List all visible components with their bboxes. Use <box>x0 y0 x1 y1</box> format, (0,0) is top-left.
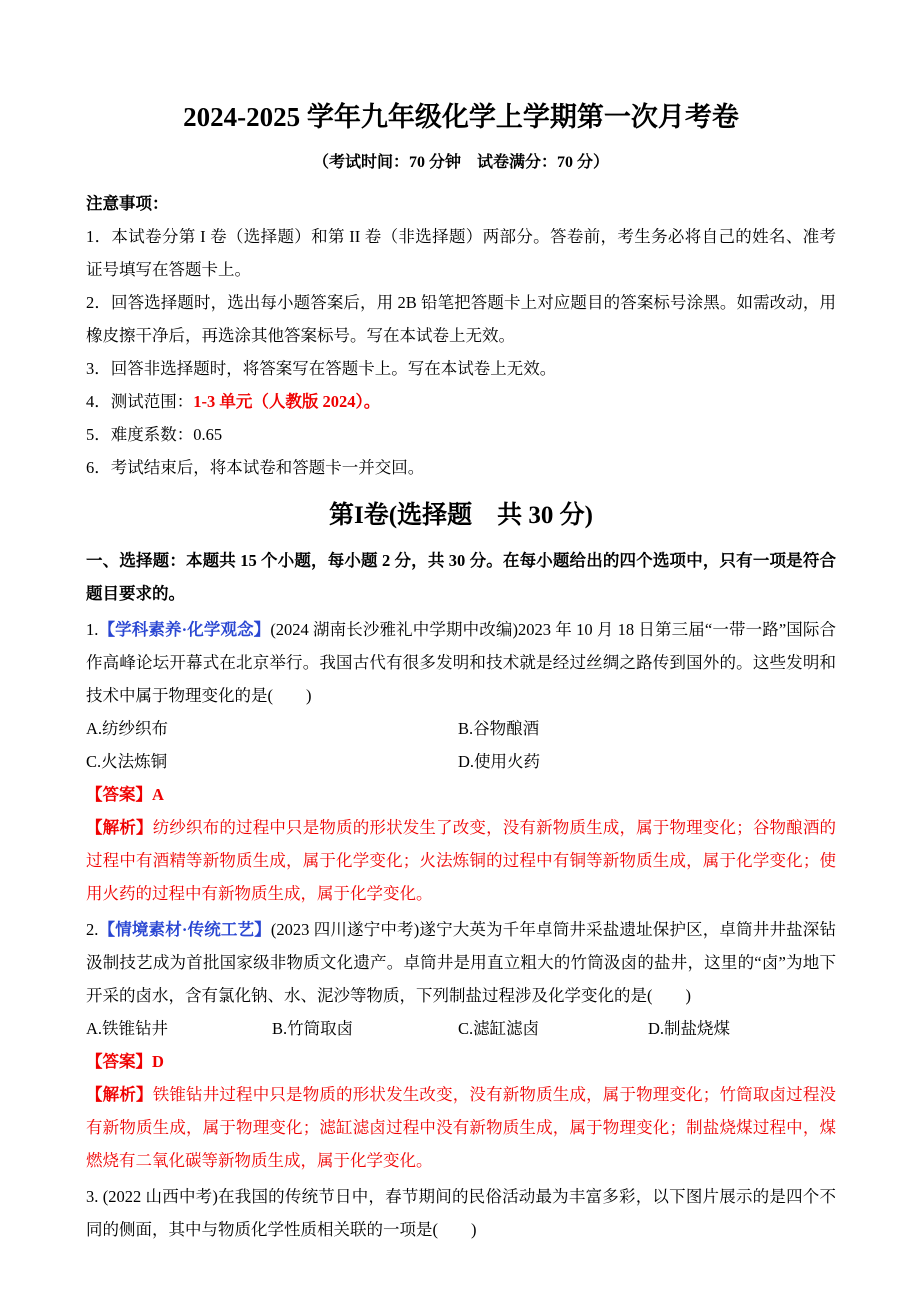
notice-item-5: 5．难度系数：0.65 <box>86 425 223 444</box>
question-2-option-a: A.铁锥钻井 <box>86 1019 169 1038</box>
question-2-tag: 【情境素材·传统工艺】 <box>98 920 271 939</box>
question-2-options-row <box>86 1012 836 1045</box>
question-2-stem <box>86 913 836 1012</box>
question-2 <box>86 913 836 1177</box>
notice-item-3: 3．回答非选择题时，将答案写在答题卡上。写在本试卷上无效。 <box>86 359 557 378</box>
question-2-analysis <box>86 1078 836 1177</box>
question-2-number: 2. <box>86 920 99 939</box>
question-3-stem-text: (2022 山西中考)在我国的传统节日中，春节期间的民俗活动最为丰富多彩，以下图片展示的是四个不同的侧面，其中与物质化学性质相关联的一项是( ) <box>86 1187 836 1239</box>
question-2-analysis-label: 【解析】 <box>86 1085 153 1104</box>
question-2-analysis-text: 铁锥钻井过程中只是物质的形状发生改变，没有新物质生成，属于物理变化；竹筒取卤过程没有新物质生成，属于物理变化；滤缸滤卤过程中没有新物质生成，属于物理变化；制盐烧煤过程中，煤燃烧有二氧化碳等新物质生成，属于化学变化。 <box>86 1085 837 1170</box>
question-1-answer-letter: A <box>152 785 164 804</box>
notice-item-4-period: 。 <box>363 392 381 411</box>
question-1-option-d: D.使用火药 <box>458 752 541 771</box>
notice-item-2: 2．回答选择题时，选出每小题答案后，用 2B 铅笔把答题卡上对应题目的答案标号涂黑。如需改动，用橡皮擦干净后，再选涂其他答案标号。写在本试卷上无效。 <box>86 293 836 345</box>
question-3-number: 3. <box>86 1187 99 1206</box>
notice-item-1: 1．本试卷分第 I 卷（选择题）和第 II 卷（非选择题）两部分。答卷前，考生务必将自己的姓名、准考证号填写在答题卡上。 <box>86 227 836 279</box>
question-2-answer <box>86 1045 836 1078</box>
question-1-option-b: B.谷物酿酒 <box>458 719 540 738</box>
question-1-answer <box>86 778 836 811</box>
question-1-number: 1. <box>86 620 99 639</box>
question-1-analysis <box>86 811 836 910</box>
question-2-option-d: D.制盐烧煤 <box>648 1019 731 1038</box>
question-2-option-c: C.滤缸滤卤 <box>458 1019 540 1038</box>
section-1-intro: 一、选择题：本题共 15 个小题，每小题 2 分，共 30 分。在每小题给出的四个选项中，只有一项是符合题目要求的。 <box>86 551 836 603</box>
exam-title: 2024-2025 学年九年级化学上学期第一次月考卷 <box>183 102 739 132</box>
notice-item-4 <box>86 385 836 418</box>
question-2-answer-letter: D <box>152 1052 164 1071</box>
question-1-option-a: A.纺纱织布 <box>86 719 169 738</box>
question-2-option-b: B.竹筒取卤 <box>272 1019 354 1038</box>
question-1-options-row-1 <box>86 712 836 745</box>
section-1-title: 第I卷(选择题 共 30 分) <box>329 502 593 529</box>
notice-item-6: 6．考试结束后，将本试卷和答题卡一并交回。 <box>86 458 425 477</box>
question-1-stem <box>86 613 836 712</box>
question-3 <box>86 1180 836 1246</box>
question-1-answer-label: 【答案】 <box>86 785 152 804</box>
question-1-tag: 【学科素养·化学观念】 <box>98 620 271 639</box>
notice-header: 注意事项： <box>86 194 169 213</box>
question-1-option-c: C.火法炼铜 <box>86 752 168 771</box>
question-1 <box>86 613 836 910</box>
question-1-analysis-label: 【解析】 <box>86 818 153 837</box>
exam-info-line: （考试时间：70 分钟 试卷满分：70 分） <box>312 154 609 171</box>
question-1-stem-text: (2024 湖南长沙雅礼中学期中改编)2023 年 10 月 18 日第三届“一带一路”国际合作高峰论坛开幕式在北京举行。我国古代有很多发明和技术就是经过丝绸之路传到国外的。这些发明和技术中属于物理变化的是( ) <box>86 620 836 705</box>
question-1-analysis-text: 纺纱织布的过程中只是物质的形状发生了改变，没有新物质生成，属于物理变化；谷物酿酒的过程中有酒精等新物质生成，属于化学变化；火法炼铜的过程中有铜等新物质生成，属于化学变化；使用火药的过程中有新物质生成，属于化学变化。 <box>86 818 837 903</box>
notice-item-4-scope: 1-3 单元（人教版 2024） <box>193 392 364 411</box>
question-3-stem <box>86 1180 836 1246</box>
question-2-answer-label: 【答案】 <box>86 1052 152 1071</box>
notice-item-4-prefix: 4．测试范围： <box>86 392 194 411</box>
question-1-options-row-2 <box>86 745 836 778</box>
question-2-stem-text: (2023 四川遂宁中考)遂宁大英为千年卓筒井采盐遗址保护区，卓筒井井盐深钻汲制技艺成为首批国家级非物质文化遗产。卓筒井是用直立粗大的竹筒汲卤的盐井，这里的“卤”为地下开采的卤水，含有氯化钠、水、泥沙等物质，下列制盐过程涉及化学变化的是( ) <box>86 920 836 1005</box>
